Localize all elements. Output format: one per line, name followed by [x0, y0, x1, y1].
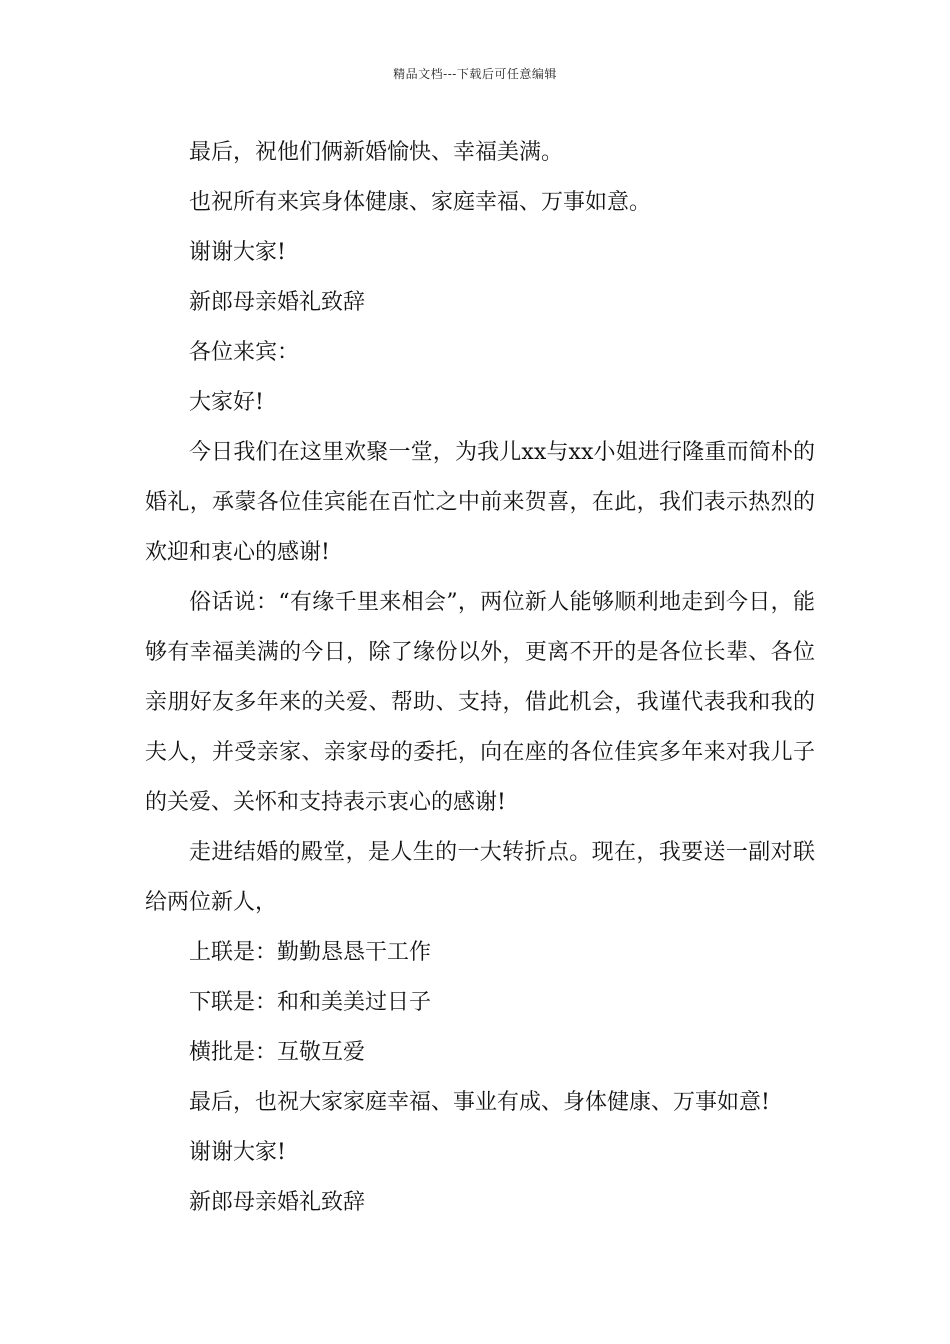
- paragraph-final-thanks: 谢谢大家!: [189, 1140, 286, 1165]
- section-title: 新郎母亲婚礼致辞: [189, 290, 366, 315]
- paragraph-closing-wish: 最后，祝他们俩新婚愉快、幸福美满。: [189, 140, 564, 165]
- paragraph-couplet-first: 上联是：勤勤恳恳干工作: [189, 940, 432, 965]
- paragraph-greeting: 大家好!: [189, 390, 264, 415]
- paragraph-welcome: 今日我们在这里欢聚一堂，为我儿xx与xx小姐进行隆重而简朴的婚礼，承蒙各位佳宾能在百忙之中前来贺喜，在此，我们表示热烈的欢迎和衷心的感谢!: [145, 440, 815, 565]
- paragraph-guest-wish: 也祝所有来宾身体健康、家庭幸福、万事如意。: [189, 190, 652, 215]
- paragraph-couplet-intro: 走进结婚的殿堂，是人生的一大转折点。现在，我要送一副对联给两位新人，: [145, 840, 815, 915]
- paragraph-salutation: 各位来宾：: [189, 340, 300, 365]
- paragraph-gratitude: 俗话说：“有缘千里来相会”，两位新人能够顺利地走到今日，能够有幸福美满的今日，除了缘份以外，更离不开的是各位长辈、各位亲朋好友多年来的关爱、帮助、支持，借此机会，我谨代表我和我的夫人，并受亲家、亲家母的委托，向在座的各位佳宾多年来对我儿子的关爱、关怀和支持表示衷心的感谢!: [145, 590, 815, 815]
- section-title-next: 新郎母亲婚礼致辞: [189, 1190, 366, 1215]
- paragraph-final-wish: 最后，也祝大家家庭幸福、事业有成、身体健康、万事如意!: [189, 1090, 770, 1115]
- document-body: [145, 128, 815, 1228]
- paragraph-thanks: 谢谢大家!: [189, 240, 286, 265]
- page-header: 精品文档---下载后可任意编辑: [393, 67, 557, 81]
- paragraph-couplet-second: 下联是：和和美美过日子: [189, 990, 432, 1015]
- paragraph-couplet-banner: 横批是：互敬互爱: [189, 1040, 366, 1065]
